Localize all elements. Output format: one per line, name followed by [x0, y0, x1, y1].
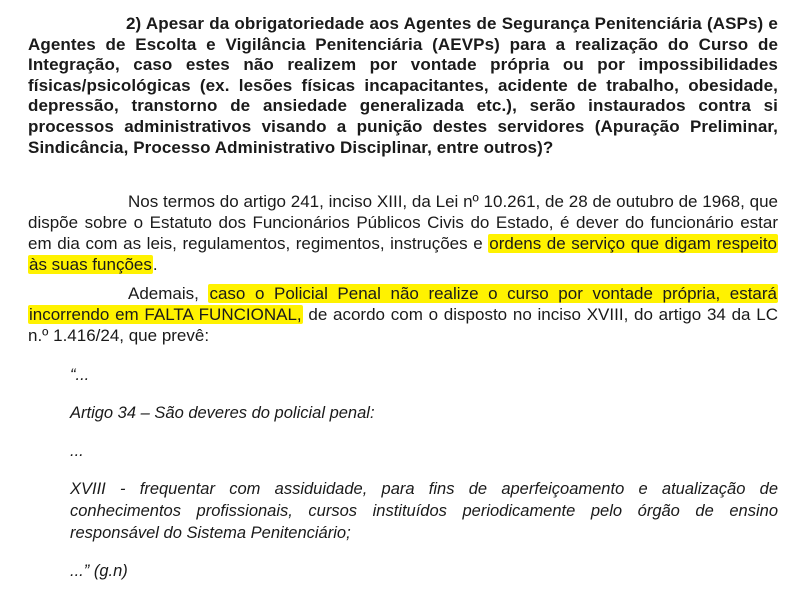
legal-basis-end: . [152, 255, 158, 275]
document-page [28, 14, 778, 582]
quote-item-xviii: XVIII - frequentar com assiduidade, para fins de aperfeiçoamento e atualização de conhecimentos profissionais, cursos instituídos periodicamente pelo órgão de ensino responsável do Sistema Penitenciário; [70, 480, 778, 543]
functional-fault-start: Ademais, [128, 284, 199, 304]
highlight-functional-fault: caso o Policial Penal não realize o curso por vontade própria, estará incorrendo em FALTA FUNCIONAL, [29, 284, 777, 325]
functional-fault-paragraph [28, 283, 778, 346]
quote-open: “... [70, 366, 90, 385]
legal-basis-text: Nos termos do artigo 241, inciso XIII, da Lei nº 10.261, de 28 de outubro de 1968, que dispõe sobre o Estatuto dos Funcionários Públicos Civis do Estado, é dever do funcionário estar em dia com as leis, regulamentos, regimentos, instruções e [28, 192, 778, 254]
quote-close: ...” (g.n) [70, 562, 128, 581]
quote-article-title: Artigo 34 – São deveres do policial penal: [70, 404, 375, 423]
highlight-service-orders: ordens de serviço que digam respeito às suas funções [29, 234, 777, 275]
legal-basis-paragraph [28, 191, 778, 275]
quote-ellipsis: ... [70, 442, 84, 461]
functional-fault-end: de acordo com o disposto no inciso XVIII, do artigo 34 da LC n.º 1.416/24, que prevê: [28, 305, 778, 346]
question-paragraph: 2) Apesar da obrigatoriedade aos Agentes de Segurança Penitenciária (ASPs) e Agentes de Escolta e Vigilância Penitenciária (AEVPs) para a realização do Curso de Integração, caso estes não realizem por vontade própria ou por impossibilidades físicas/psicológicas (ex. lesões físicas incapacitantes, acidente de trabalho, obesidade, depressão, transtorno de ansiedade generalizada etc.), serão instaurados contra si processos administrativos visando a punição destes servidores (Apuração Preliminar, Sindicância, Processo Administrativo Disciplinar, entre outros)? [28, 14, 778, 157]
